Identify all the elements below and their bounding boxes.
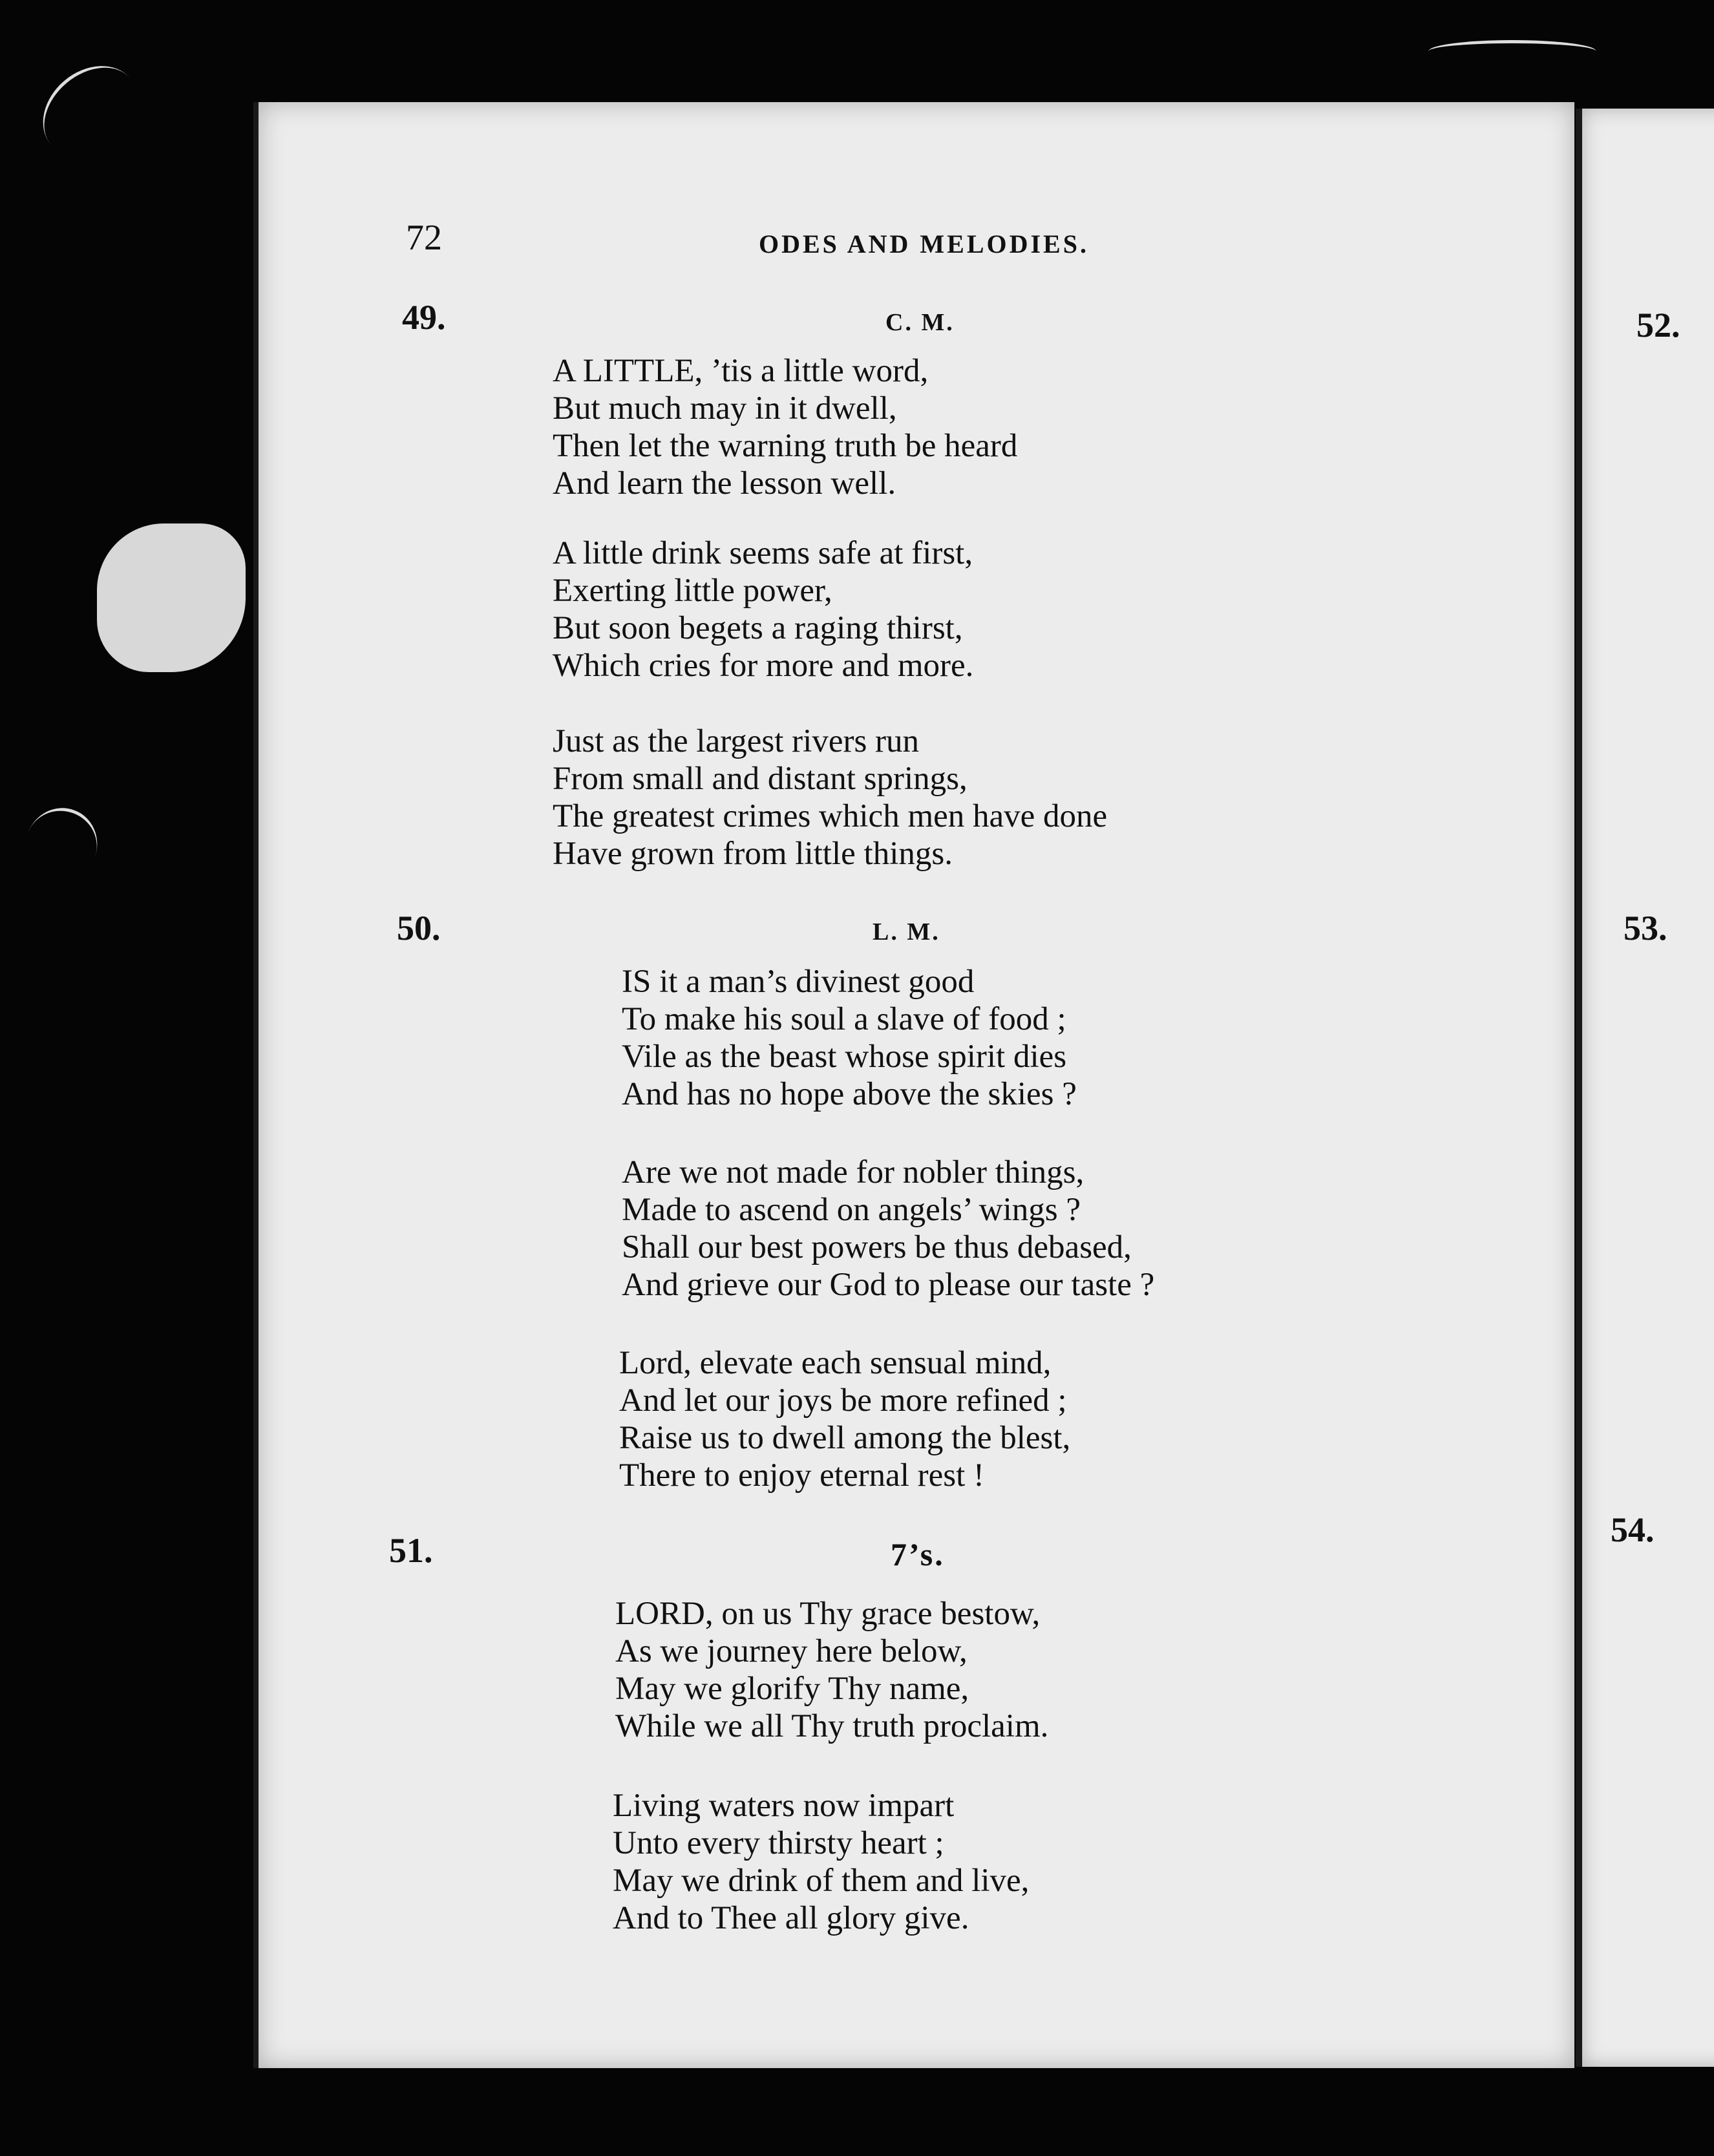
- verse-line: The greatest crimes which men have done: [553, 798, 1108, 834]
- verse-line: Raise us to dwell among the blest,: [619, 1420, 1071, 1456]
- verse-line: Which cries for more and more.: [553, 648, 974, 684]
- hymn-stanza: [622, 963, 1077, 1113]
- scan-scratch: [16, 798, 108, 893]
- verse-line: And grieve our God to please our taste ?: [622, 1267, 1155, 1303]
- book-page-right-edge: [1576, 109, 1714, 2067]
- verse-line: Are we not made for nobler things,: [622, 1154, 1084, 1190]
- verse-line: LORD, on us Thy grace bestow,: [615, 1596, 1041, 1632]
- running-head: ODES AND MELODIES.: [759, 229, 1089, 259]
- verse-line: Then let the warning truth be heard: [553, 428, 1018, 464]
- verse-line: From small and distant springs,: [553, 761, 968, 797]
- verse-line: There to enjoy eternal rest !: [619, 1457, 984, 1494]
- verse-line: While we all Thy truth proclaim.: [615, 1708, 1049, 1744]
- next-page-hymn-number: 53.: [1624, 909, 1667, 947]
- hymn-stanza: [553, 723, 1107, 872]
- verse-line: Unto every thirsty heart ;: [613, 1825, 944, 1861]
- verse-line: Exerting little power,: [553, 573, 832, 609]
- verse-line: IS it a man’s divinest good: [622, 964, 975, 1000]
- hymn-number: 51.: [389, 1531, 433, 1570]
- hymn-stanza: [613, 1787, 1029, 1937]
- verse-line: Just as the largest rivers run: [553, 723, 920, 759]
- hymn-meter: 7’s.: [891, 1536, 945, 1572]
- verse-line: To make his soul a slave of food ;: [622, 1001, 1066, 1037]
- scan-scratch: [1428, 40, 1596, 63]
- hymn-stanza: [553, 534, 973, 684]
- verse-line: And has no hope above the skies ?: [622, 1076, 1077, 1112]
- hymn-stanza: [619, 1344, 1070, 1494]
- next-page-hymn-number: 52.: [1636, 306, 1680, 344]
- page-number: 72: [406, 218, 442, 258]
- next-page-hymn-number: 54.: [1611, 1510, 1655, 1549]
- verse-line: And learn the lesson well.: [553, 465, 896, 502]
- verse-line: And to Thee all glory give.: [613, 1900, 969, 1936]
- verse-line: Shall our best powers be thus debased,: [622, 1229, 1132, 1265]
- verse-line: As we journey here below,: [615, 1633, 968, 1669]
- verse-line: But soon begets a raging thirst,: [553, 610, 963, 646]
- verse-line: A little drink seems safe at first,: [553, 535, 973, 571]
- verse-line: A LITTLE, ’tis a little word,: [553, 353, 929, 389]
- hymn-stanza: [553, 352, 1017, 502]
- verse-line: Made to ascend on angels’ wings ?: [622, 1192, 1081, 1228]
- hymn-stanza: [622, 1154, 1154, 1304]
- hymn-stanza: [615, 1595, 1048, 1745]
- verse-line: May we glorify Thy name,: [615, 1671, 969, 1707]
- verse-line: And let our joys be more refined ;: [619, 1382, 1067, 1419]
- verse-line: May we drink of them and live,: [613, 1863, 1030, 1899]
- hymn-number: 49.: [402, 298, 446, 337]
- verse-line: Have grown from little things.: [553, 836, 953, 872]
- verse-line: Living waters now impart: [613, 1788, 955, 1824]
- verse-line: Lord, elevate each sensual mind,: [619, 1345, 1052, 1381]
- hymn-meter: C. M.: [885, 309, 955, 336]
- verse-line: But much may in it dwell,: [553, 390, 897, 427]
- hymn-number: 50.: [397, 909, 441, 947]
- verse-line: Vile as the beast whose spirit dies: [622, 1039, 1067, 1075]
- scan-scratch: [25, 47, 156, 176]
- hymn-meter: L. M.: [873, 918, 940, 946]
- scan-blemish: [97, 523, 246, 672]
